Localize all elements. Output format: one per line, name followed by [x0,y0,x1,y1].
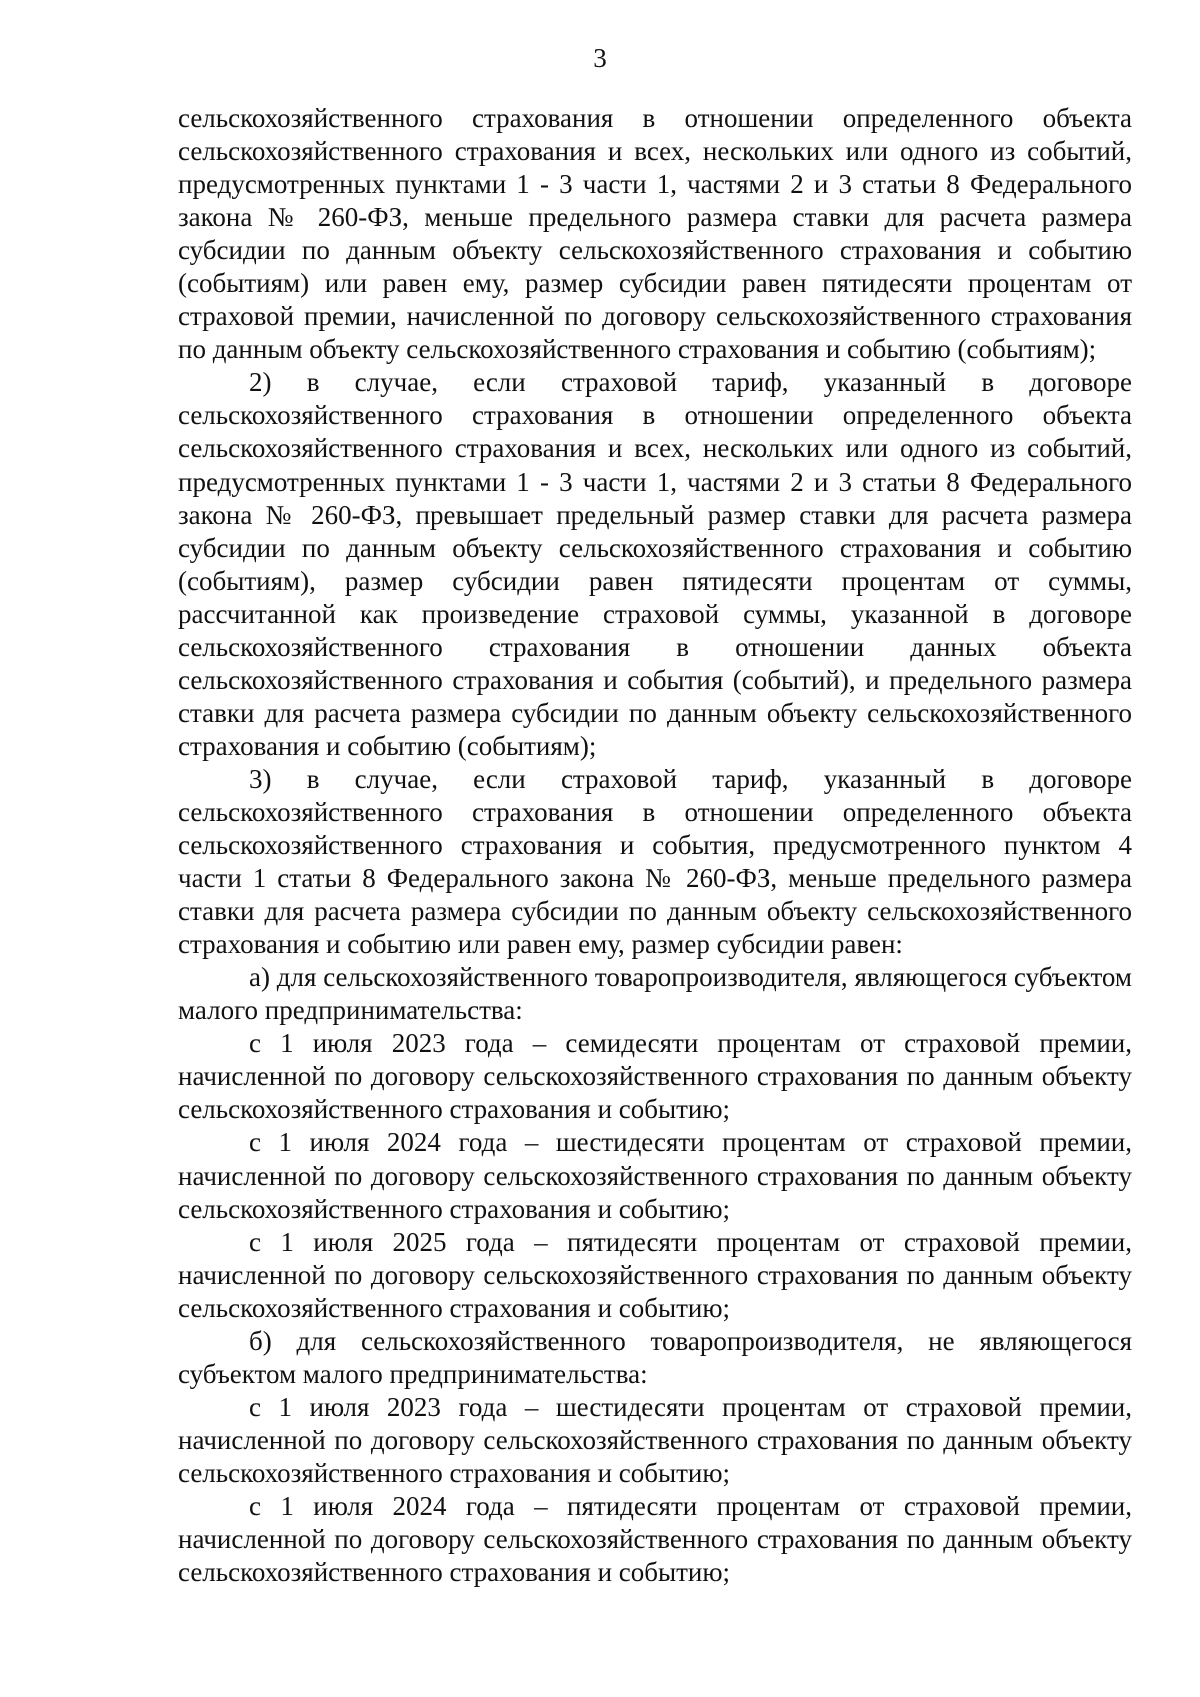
paragraph-a-2023: с 1 июля 2023 года – семидесяти процентам от страховой премии, начисленной по договору сельскохозяйственного страхования по данным объекту сельскохозяйственного страхования и событию; [178,1028,1132,1125]
page-number: 3 [593,43,607,73]
document-body [178,102,1132,1589]
paragraph-item-3: 3) в случае, если страховой тариф, указанный в договоре сельскохозяйственного страхования в отношении определенного объекта сельскохозяйственного страхования и события, предусмотренного пунктом 4 части 1 статьи 8 Федерального закона № 260-ФЗ, меньше предельного размера ставки для расчета размера субсидии по данным объекту сельскохозяйственного страхования и событию или равен ему, размер субсидии равен: [178,763,1132,960]
paragraph-b-2023: с 1 июля 2023 года – шестидесяти процентам от страховой премии, начисленной по договору сельскохозяйственного страхования по данным объекту сельскохозяйственного страхования и событию; [178,1391,1132,1488]
paragraph-subitem-a: а) для сельскохозяйственного товаропроизводителя, являющегося субъектом малого предпринимательства: [178,962,1132,1026]
paragraph-b-2024: с 1 июля 2024 года – пятидесяти процентам от страховой премии, начисленной по договору сельскохозяйственного страхования по данным объекту сельскохозяйственного страхования и событию; [178,1490,1132,1588]
paragraph-continuation: сельскохозяйственного страхования в отношении определенного объекта сельскохозяйственного страхования и всех, нескольких или одного из событий, предусмотренных пунктами 1 - 3 части 1, частями 2 и 3 статьи 8 Федерального закона № 260-ФЗ, меньше предельного размера ставки для расчета размера субсидии по данным объекту сельскохозяйственного страхования и событию (событиям) или равен ему, размер субсидии равен пятидесяти процентам от страховой премии, начисленной по договору сельскохозяйственного страхования по данным объекту сельскохозяйственного страхования и событию (событиям); [178,103,1132,365]
paragraph-a-2024: с 1 июля 2024 года – шестидесяти процентам от страховой премии, начисленной по договору сельскохозяйственного страхования по данным объекту сельскохозяйственного страхования и событию; [178,1127,1132,1224]
paragraph-a-2025: с 1 июля 2025 года – пятидесяти процентам от страховой премии, начисленной по договору сельскохозяйственного страхования по данным объекту сельскохозяйственного страхования и событию; [178,1226,1132,1323]
paragraph-subitem-b: б) для сельскохозяйственного товаропроизводителя, не являющегося субъектом малого предпринимательства: [178,1325,1132,1389]
paragraph-item-2: 2) в случае, если страховой тариф, указанный в договоре сельскохозяйственного страхования в отношении определенного объекта сельскохозяйственного страхования и всех, нескольких или одного из событий, предусмотренных пунктами 1 - 3 части 1, частями 2 и 3 статьи 8 Федерального закона № 260-ФЗ, превышает предельный размер ставки для расчета размера субсидии по данным объекту сельскохозяйственного страхования и событию (событиям), размер субсидии равен пятидесяти процентам от суммы, рассчитанной как произведение страховой суммы, указанной в договоре сельскохозяйственного страхования в отношении данных объекта сельскохозяйственного страхования и события (событий), и предельного размера ставки для расчета размера субсидии по данным объекту сельскохозяйственного страхования и событию (событиям); [178,367,1132,761]
